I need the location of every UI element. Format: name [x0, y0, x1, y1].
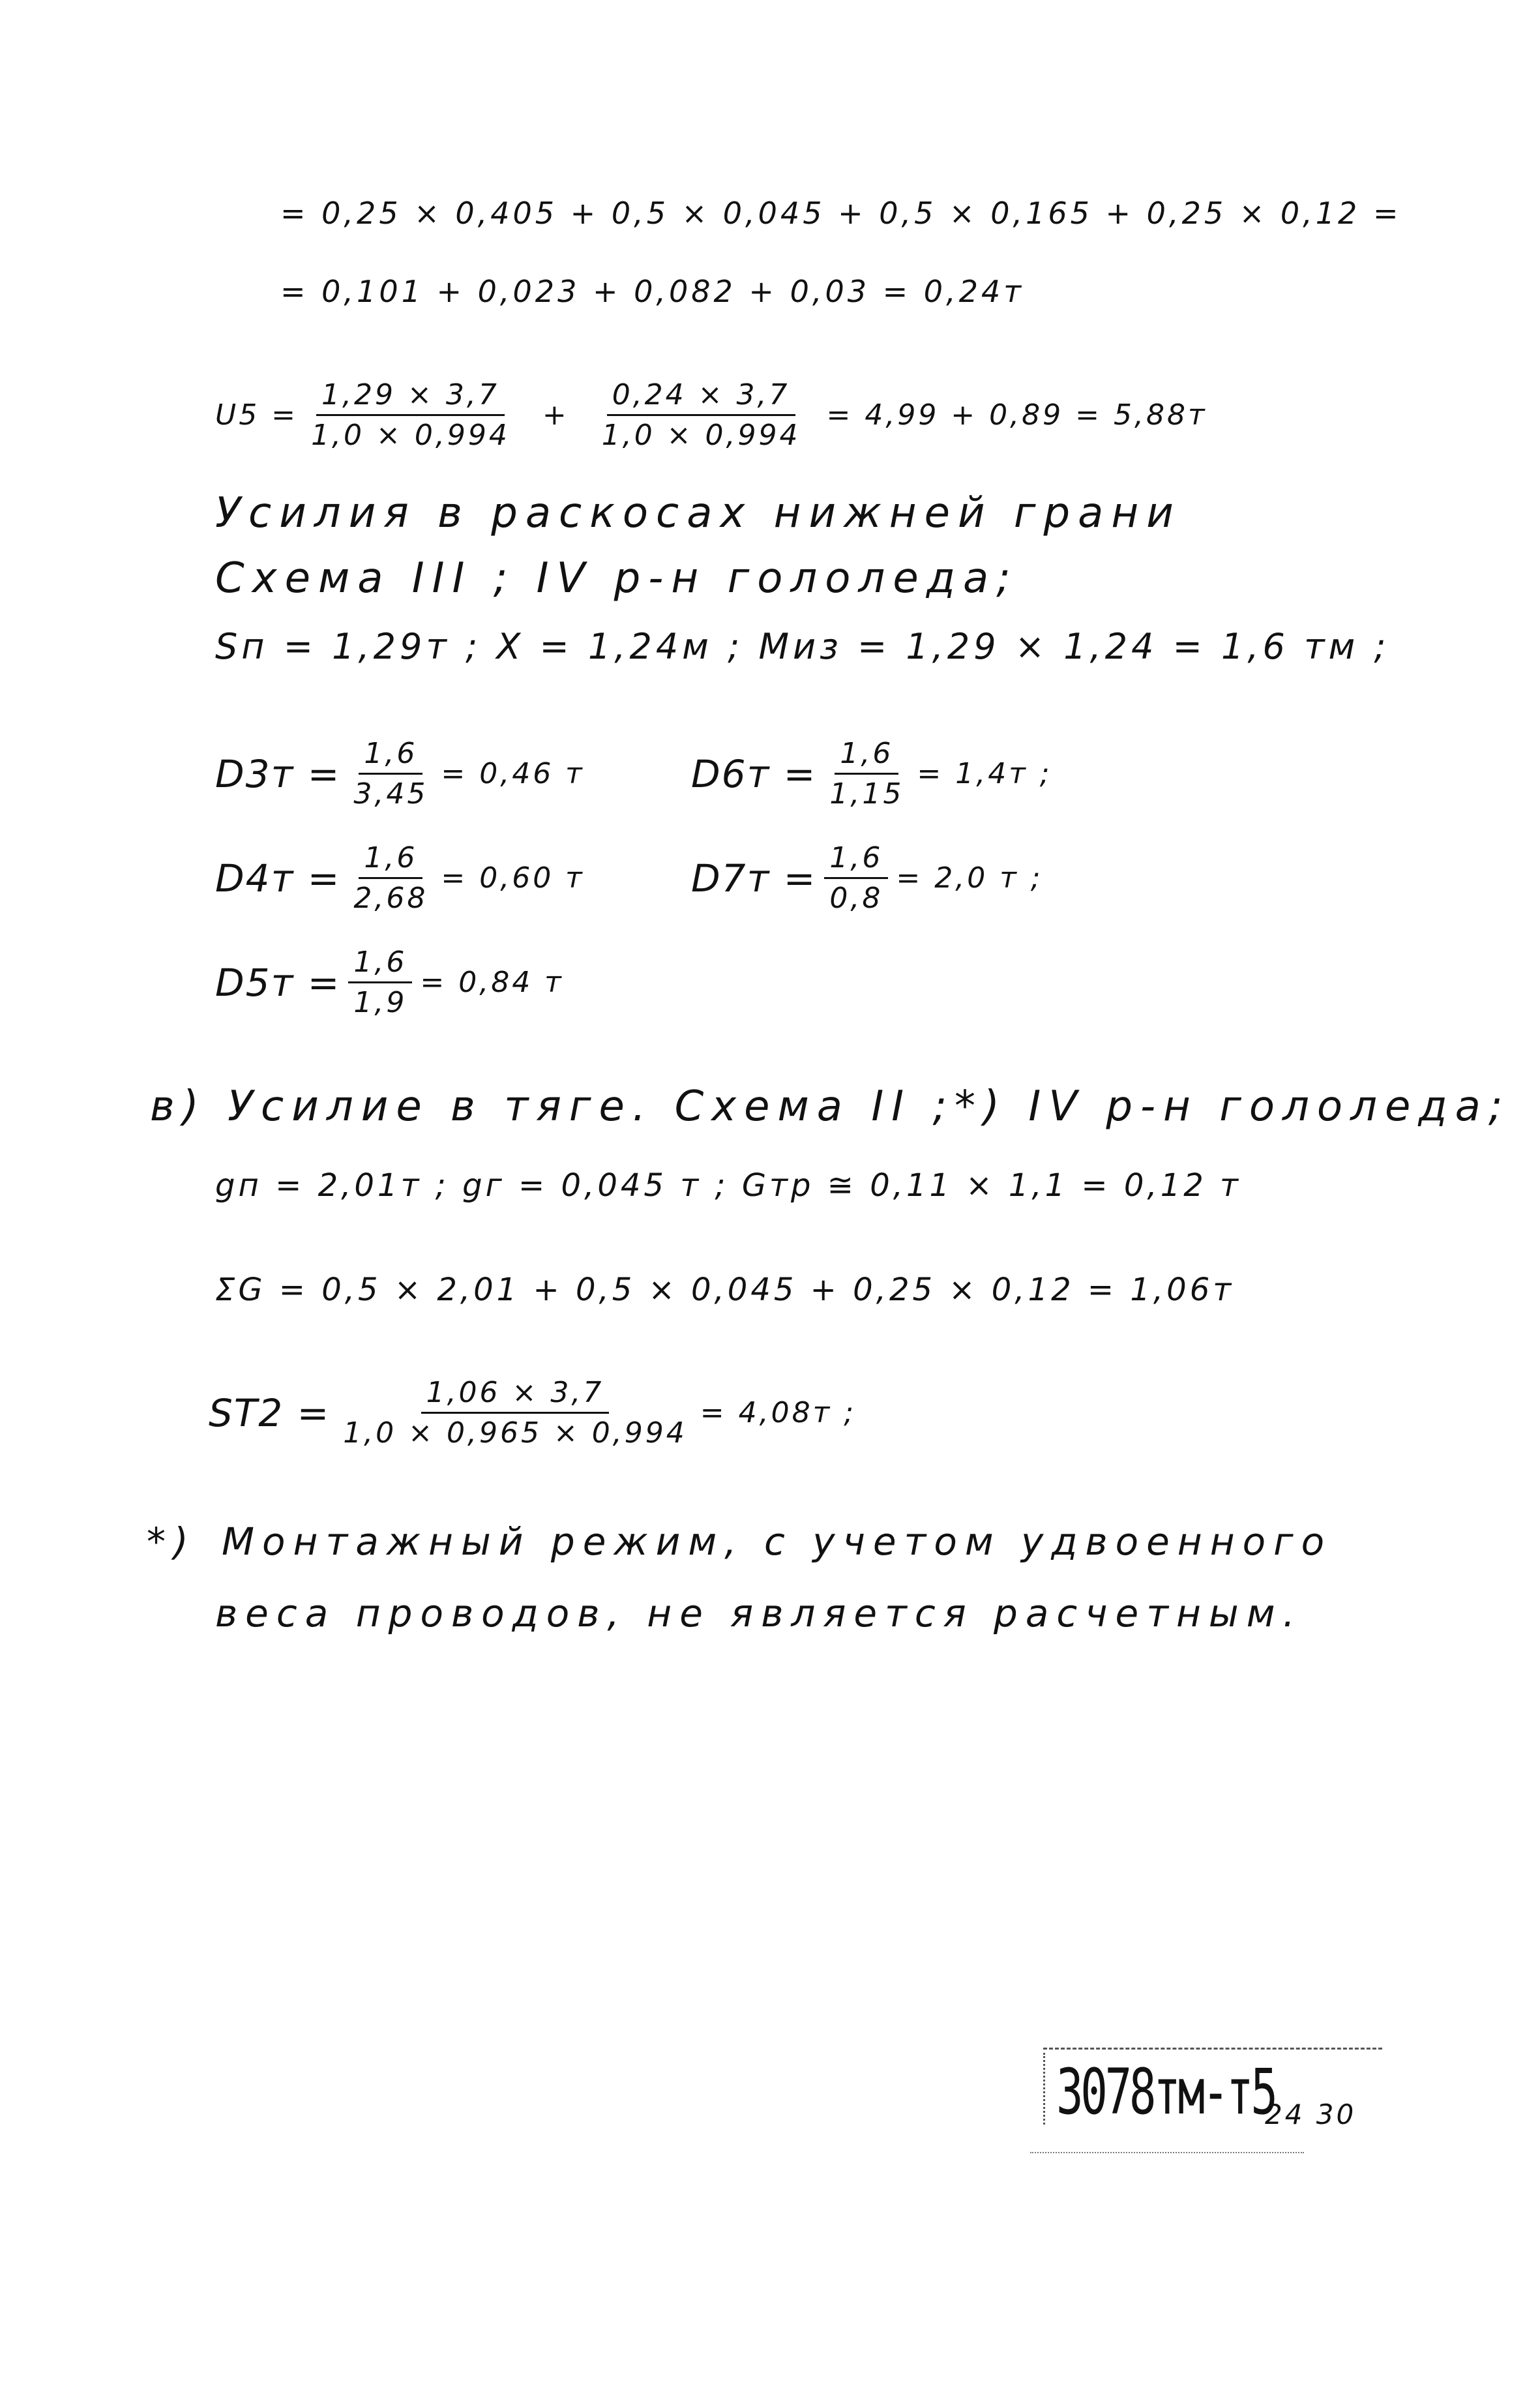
st2-denominator: 1,0 × 0,965 × 0,994: [343, 1416, 687, 1450]
drawing-code: 3078тм-т5: [1056, 2055, 1275, 2128]
d5-lhs: D5т =: [215, 960, 341, 1005]
d7-lhs: D7т =: [691, 856, 817, 901]
u5-f2-numerator: 0,24 × 3,7: [607, 378, 795, 416]
d5-numerator: 1,6: [348, 946, 412, 983]
d5-formula: [215, 946, 564, 1019]
d3-fraction: [348, 737, 433, 811]
d3-lhs: D3т =: [215, 751, 341, 796]
d5-denominator: 1,9: [353, 986, 407, 1019]
st2-formula: [209, 1376, 856, 1450]
d4-rhs: = 0,60 т: [441, 861, 585, 895]
scheme-line: Схема III ; IV р-н гололеда;: [215, 554, 1018, 603]
d6-formula: [691, 737, 1052, 811]
u5-f1-numerator: 1,29 × 3,7: [316, 378, 505, 416]
tie-heading: в) Усилие в тяге. Схема II ;*) IV р-н гололеда;: [150, 1082, 1511, 1131]
d3-numerator: 1,6: [359, 737, 422, 775]
d4-formula: [215, 841, 585, 915]
u5-fraction-1: [306, 378, 515, 452]
u5-fraction-2: [597, 378, 806, 452]
d4-fraction: [348, 841, 433, 915]
sheet-number: 24 30: [1265, 2098, 1357, 2130]
footnote-line-1: Монтажный режим, с учетом удвоенного: [222, 1519, 1333, 1564]
d6-lhs: D6т =: [691, 751, 817, 796]
footnote-line-2: веса проводов, не является расчетным.: [215, 1591, 1303, 1635]
d6-fraction: [824, 737, 909, 811]
tie-sum: ΣG = 0,5 × 2,01 + 0,5 × 0,045 + 0,25 × 0,12 = 1,06т: [215, 1272, 1235, 1308]
stamp-top-border: [1043, 2048, 1382, 2050]
u5-result: = 4,99 + 0,89 = 5,88т: [826, 398, 1207, 432]
st2-numerator: 1,06 × 3,7: [421, 1376, 610, 1414]
footnote-mark: *): [147, 1519, 196, 1564]
u5-plus: +: [542, 398, 569, 432]
diagonals-heading: Усилия в раскосах нижней грани: [215, 489, 1181, 537]
d5-rhs: = 0,84 т: [420, 966, 564, 999]
params-line: Sп = 1,29т ; X = 1,24м ; Mиз = 1,29 × 1,24 = 1,6 тм ;: [215, 626, 1390, 667]
d4-denominator: 2,68: [353, 882, 428, 915]
d7-numerator: 1,6: [824, 841, 888, 879]
d7-fraction: [824, 841, 888, 915]
d7-denominator: 0,8: [829, 882, 883, 915]
stamp-bottom-border: [1030, 2152, 1304, 2153]
d3-rhs: = 0,46 т: [441, 757, 585, 790]
u5-f1-denominator: 1,0 × 0,994: [311, 419, 510, 452]
d3-formula: [215, 737, 585, 811]
d6-numerator: 1,6: [835, 737, 898, 775]
stamp-left-border: [1043, 2053, 1045, 2125]
d7-formula: [691, 841, 1043, 915]
st2-rhs: = 4,08т ;: [700, 1396, 857, 1429]
drawing-stamp: [1030, 2041, 1395, 2172]
u5-f2-denominator: 1,0 × 0,994: [601, 419, 801, 452]
calc-line-2: = 0,101 + 0,023 + 0,082 + 0,03 = 0,24т: [280, 274, 1025, 309]
d7-rhs: = 2,0 т ;: [896, 861, 1043, 895]
d5-fraction: [348, 946, 412, 1019]
d4-numerator: 1,6: [359, 841, 422, 879]
tie-params: gп = 2,01т ; gг = 0,045 т ; Gтр ≅ 0,11 × 1,1 = 0,12 т: [215, 1167, 1241, 1204]
d3-denominator: 3,45: [353, 777, 428, 811]
st2-lhs: ST2 =: [209, 1390, 331, 1435]
d4-lhs: D4т =: [215, 856, 341, 901]
u5-formula: [215, 378, 1207, 452]
calc-line-1: = 0,25 × 0,405 + 0,5 × 0,045 + 0,5 × 0,165 + 0,25 × 0,12 =: [280, 196, 1402, 231]
st2-fraction: [338, 1376, 692, 1450]
d6-rhs: = 1,4т ;: [917, 757, 1052, 790]
u5-lhs: U5 =: [215, 398, 299, 432]
d6-denominator: 1,15: [829, 777, 904, 811]
